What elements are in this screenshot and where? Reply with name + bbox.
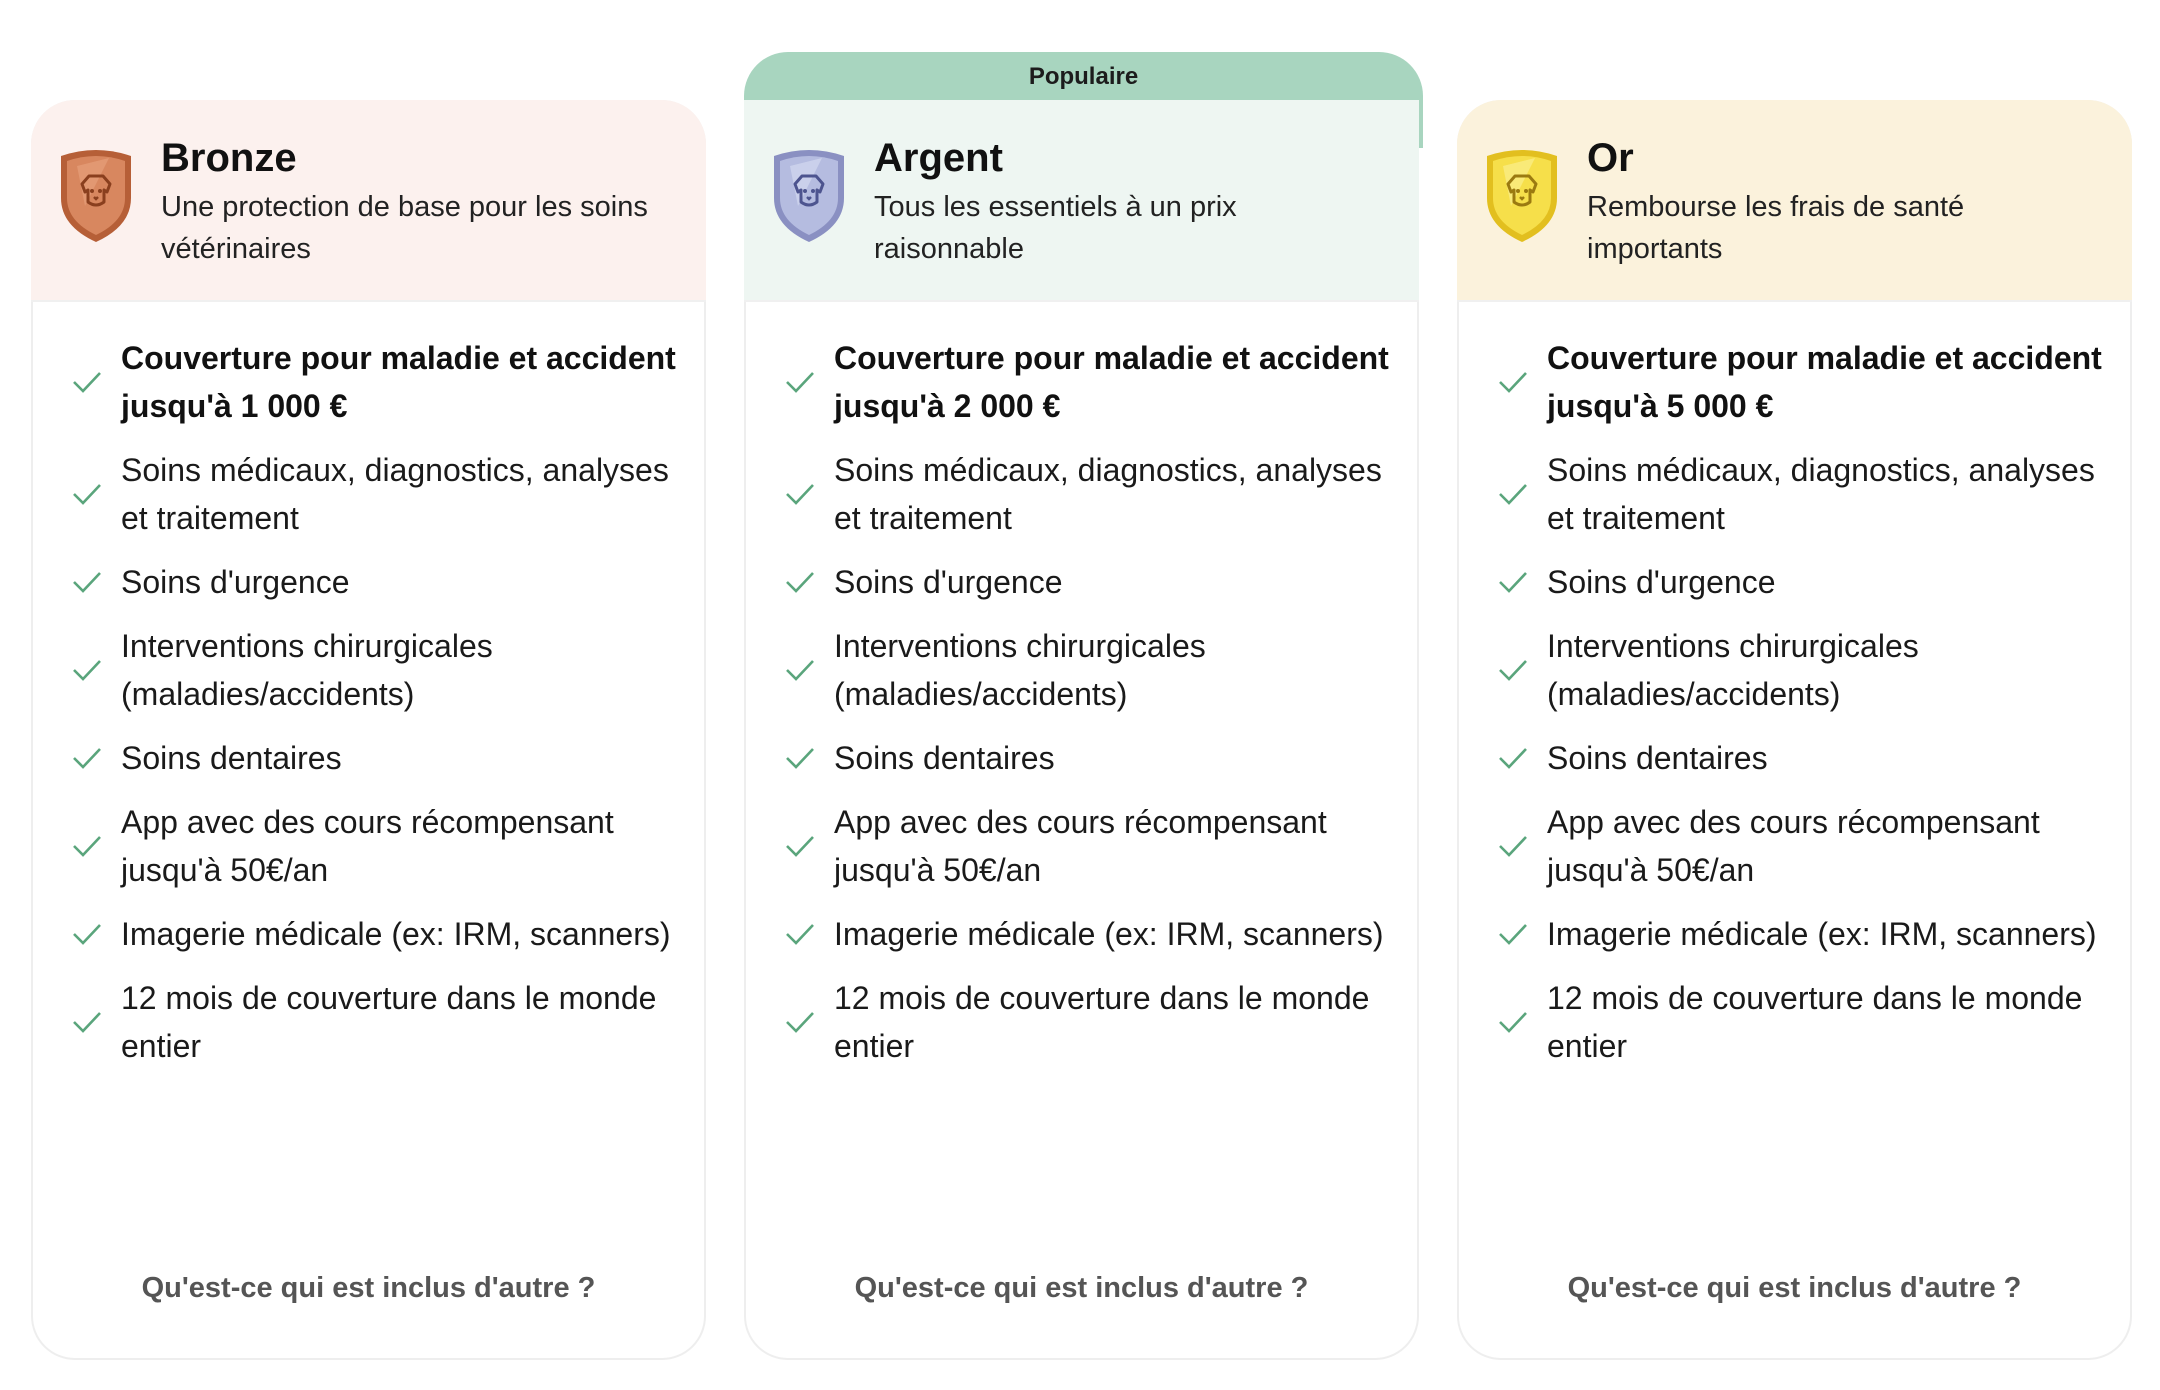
feature-text: 12 mois de couverture dans le monde entier — [834, 980, 1370, 1064]
feature-text: Interventions chirurgicales (maladies/accidents) — [121, 628, 493, 712]
plan-description: Une protection de base pour les soins vétérinaires — [161, 191, 648, 265]
feature-list — [746, 334, 1417, 1086]
feature-text: Soins dentaires — [834, 740, 1055, 776]
feature-text: Soins d'urgence — [834, 564, 1063, 600]
list-item — [1459, 446, 2130, 542]
list-item — [1459, 558, 2130, 606]
plan-card-or — [1457, 100, 2132, 1360]
check-icon — [1497, 570, 1529, 594]
list-item — [1459, 334, 2130, 430]
feature-text: Imagerie médicale (ex: IRM, scanners) — [834, 916, 1384, 952]
check-icon — [1497, 1010, 1529, 1034]
check-icon — [784, 658, 816, 682]
list-item — [33, 334, 704, 430]
feature-text: Soins dentaires — [1547, 740, 1768, 776]
list-item — [33, 798, 704, 894]
plan-header-argent — [744, 100, 1419, 302]
check-icon — [71, 746, 103, 770]
more-included-link[interactable]: Qu'est-ce qui est inclus d'autre ? — [854, 1272, 1309, 1304]
list-item — [746, 910, 1417, 958]
list-item — [1459, 798, 2130, 894]
plan-card-bronze — [31, 100, 706, 1360]
list-item — [1459, 910, 2130, 958]
check-icon — [1497, 834, 1529, 858]
check-icon — [1497, 746, 1529, 770]
check-icon — [71, 482, 103, 506]
feature-list — [1459, 334, 2130, 1086]
feature-text: App avec des cours récompensant jusqu'à 50€/an — [834, 804, 1327, 888]
dog-shield-gold-icon — [1483, 146, 1561, 244]
plan-title: Or — [1587, 136, 1634, 180]
feature-text: Soins médicaux, diagnostics, analyses et traitement — [834, 452, 1382, 536]
plan-title: Bronze — [161, 136, 297, 180]
plan-title: Argent — [874, 136, 1003, 180]
check-icon — [1497, 370, 1529, 394]
list-item — [746, 798, 1417, 894]
more-included-link[interactable]: Qu'est-ce qui est inclus d'autre ? — [1567, 1272, 2022, 1304]
feature-text: 12 mois de couverture dans le monde entier — [121, 980, 657, 1064]
feature-list — [33, 334, 704, 1086]
feature-text: 12 mois de couverture dans le monde entier — [1547, 980, 2083, 1064]
list-item — [746, 734, 1417, 782]
check-icon — [784, 746, 816, 770]
check-icon — [1497, 922, 1529, 946]
list-item — [746, 558, 1417, 606]
feature-text: Couverture pour maladie et accident jusqu'à 2 000 € — [834, 340, 1389, 424]
plan-header-bronze — [31, 100, 706, 302]
list-item — [33, 622, 704, 718]
feature-text: Soins médicaux, diagnostics, analyses et traitement — [1547, 452, 2095, 536]
check-icon — [1497, 482, 1529, 506]
dog-shield-bronze-icon — [57, 146, 135, 244]
check-icon — [71, 1010, 103, 1034]
check-icon — [71, 834, 103, 858]
popular-ribbon: Populaire — [744, 52, 1423, 148]
check-icon — [784, 570, 816, 594]
more-included-link[interactable]: Qu'est-ce qui est inclus d'autre ? — [141, 1272, 596, 1304]
list-item — [746, 334, 1417, 430]
list-item — [746, 622, 1417, 718]
list-item — [33, 558, 704, 606]
feature-text: Soins médicaux, diagnostics, analyses et traitement — [121, 452, 669, 536]
feature-text: Imagerie médicale (ex: IRM, scanners) — [121, 916, 671, 952]
list-item — [1459, 974, 2130, 1070]
plan-card-argent — [744, 63, 1419, 1360]
feature-text: Interventions chirurgicales (maladies/accidents) — [1547, 628, 1919, 712]
feature-text: App avec des cours récompensant jusqu'à 50€/an — [1547, 804, 2040, 888]
plan-header-or — [1457, 100, 2132, 302]
list-item — [33, 446, 704, 542]
plan-description: Rembourse les frais de santé importants — [1587, 191, 1965, 265]
check-icon — [71, 658, 103, 682]
feature-text: Interventions chirurgicales (maladies/accidents) — [834, 628, 1206, 712]
feature-text: Couverture pour maladie et accident jusqu'à 1 000 € — [121, 340, 676, 424]
list-item — [33, 974, 704, 1070]
list-item — [1459, 734, 2130, 782]
check-icon — [71, 370, 103, 394]
list-item — [33, 910, 704, 958]
check-icon — [784, 922, 816, 946]
feature-text: Couverture pour maladie et accident jusqu'à 5 000 € — [1547, 340, 2102, 424]
feature-text: App avec des cours récompensant jusqu'à 50€/an — [121, 804, 614, 888]
list-item — [1459, 622, 2130, 718]
list-item — [746, 446, 1417, 542]
check-icon — [784, 1010, 816, 1034]
check-icon — [1497, 658, 1529, 682]
list-item — [33, 734, 704, 782]
feature-text: Soins d'urgence — [1547, 564, 1776, 600]
feature-text: Soins d'urgence — [121, 564, 350, 600]
dog-shield-silver-icon — [770, 146, 848, 244]
feature-text: Soins dentaires — [121, 740, 342, 776]
check-icon — [784, 370, 816, 394]
check-icon — [784, 482, 816, 506]
check-icon — [71, 570, 103, 594]
check-icon — [784, 834, 816, 858]
plan-description: Tous les essentiels à un prix raisonnable — [874, 191, 1237, 265]
check-icon — [71, 922, 103, 946]
list-item — [746, 974, 1417, 1070]
feature-text: Imagerie médicale (ex: IRM, scanners) — [1547, 916, 2097, 952]
